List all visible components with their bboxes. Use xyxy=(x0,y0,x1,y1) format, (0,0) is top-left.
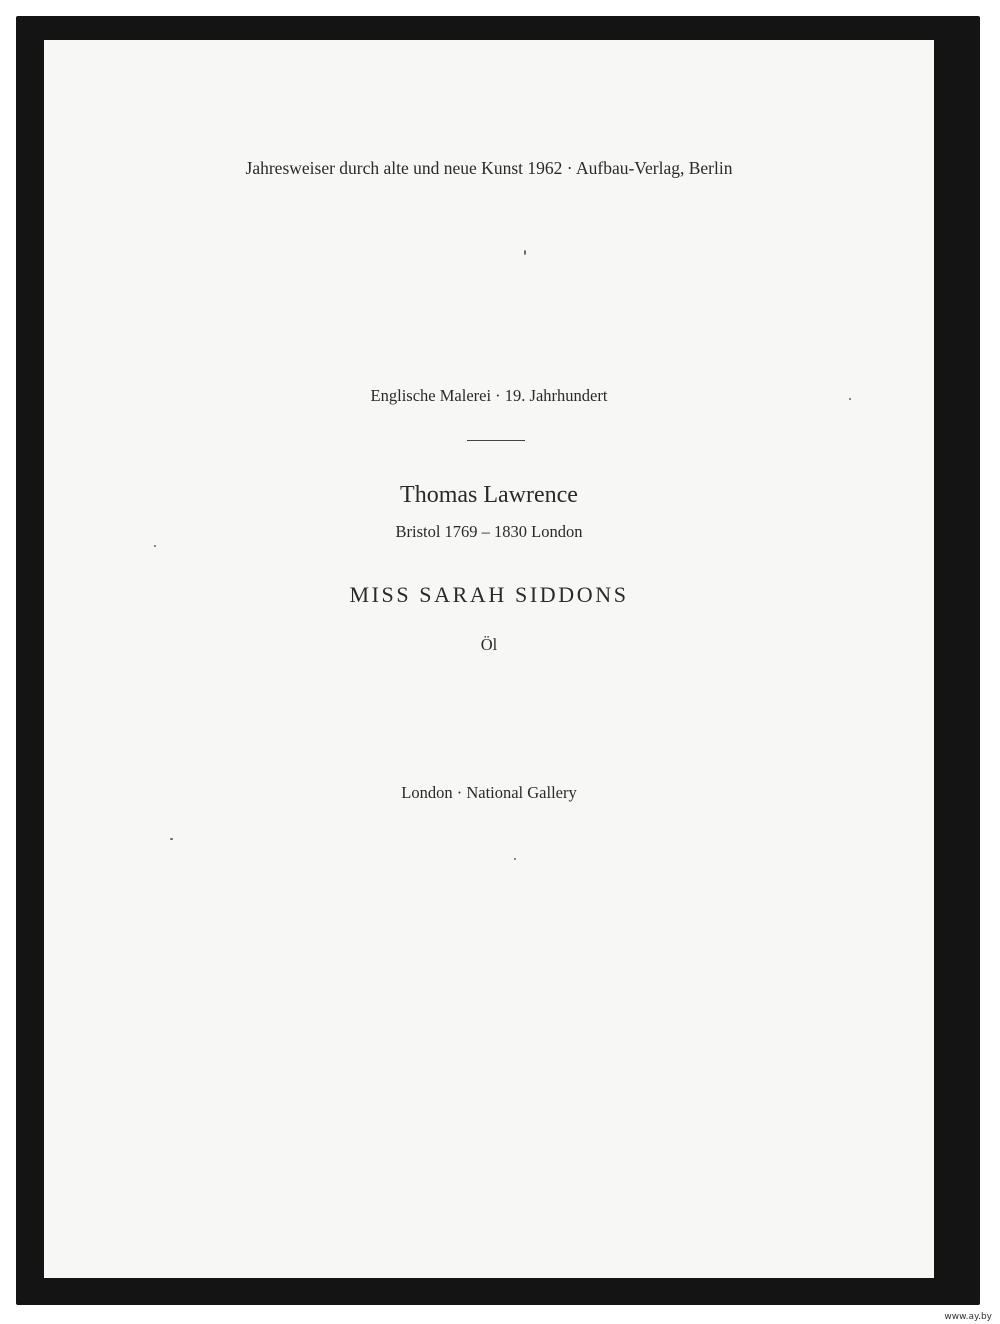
paper-speck xyxy=(524,250,526,255)
artwork-medium: Öl xyxy=(480,635,498,654)
paper-page xyxy=(44,40,934,1278)
paper-speck xyxy=(154,545,156,547)
artwork-title: MISS SARAH SIDDONS xyxy=(349,582,629,607)
publication-header: Jahresweiser durch alte und neue Kunst 1962 · Aufbau-Verlag, Berlin xyxy=(245,158,733,178)
collection-location: London · National Gallery xyxy=(401,783,577,802)
divider-rule xyxy=(467,440,525,441)
artist-name: Thomas Lawrence xyxy=(400,482,578,508)
paper-speck xyxy=(514,858,516,860)
section-heading: Englische Malerei · 19. Jahrhundert xyxy=(370,386,608,405)
artist-dates: Bristol 1769 – 1830 London xyxy=(395,522,583,541)
paper-speck xyxy=(849,398,851,400)
paper-speck xyxy=(170,838,173,840)
watermark-text: www.ay.by xyxy=(944,1312,992,1322)
